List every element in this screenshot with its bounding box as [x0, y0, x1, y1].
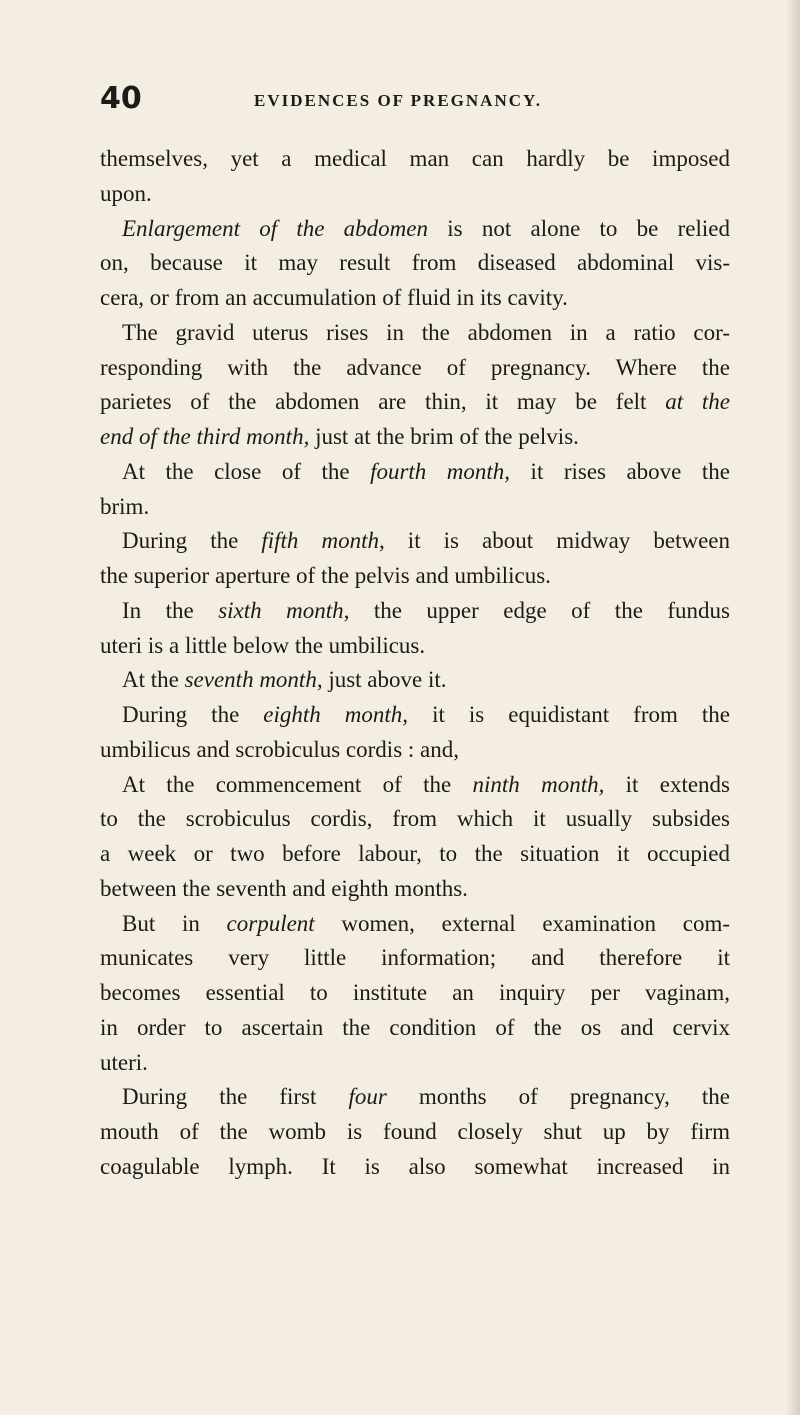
text-segment: themselves, yet a medical man can hardly be imposed [100, 146, 730, 171]
text-line [100, 177, 730, 212]
text-segment: uteri is a little below the umbilicus. [100, 632, 426, 658]
text-segment: But in [122, 910, 227, 936]
text-segment: umbilicus and scrobiculus cordis : and, [100, 736, 459, 762]
text-line [100, 698, 730, 733]
text-segment: parietes of the abdomen are thin, it may be felt [100, 389, 666, 415]
text-segment: it is equidistant from the [408, 702, 730, 727]
text-segment: just above it. [322, 667, 447, 693]
text-segment: on, because it may result from diseased abdominal vis- [100, 250, 730, 276]
text-line [100, 420, 730, 455]
italic-text-segment: Enlargement of the abdomen [122, 215, 429, 241]
italic-text-segment: ninth month, [472, 771, 605, 797]
text-segment: uteri. [100, 1049, 148, 1075]
italic-text-segment: four [348, 1084, 387, 1110]
text-line [100, 490, 730, 525]
text-line [100, 142, 730, 177]
text-segment: the upper edge of the fundus [349, 597, 730, 623]
text-segment: becomes essential to institute an inquiry per vaginam, [100, 980, 730, 1005]
text-segment: the superior aperture of the pelvis and umbilicus. [100, 563, 551, 588]
text-line [100, 941, 730, 976]
text-segment: just at the brim of the pelvis. [309, 424, 579, 449]
page-number: 40 [100, 81, 142, 116]
text-segment: women, external examination com- [314, 910, 731, 936]
italic-text-segment: eighth month, [263, 702, 409, 727]
text-line [100, 1150, 730, 1185]
text-segment: municates very little information; and therefore it [100, 945, 730, 971]
text-segment: it is about midway between [384, 528, 730, 554]
text-line [100, 907, 730, 942]
text-segment: In the [122, 597, 219, 623]
text-line [100, 281, 730, 316]
text-line [100, 872, 730, 907]
text-line [100, 1011, 730, 1046]
text-line [100, 246, 730, 281]
text-line [100, 976, 730, 1011]
text-segment: in order to ascertain the condition of the os and cervix [100, 1014, 730, 1040]
text-line [100, 212, 730, 247]
italic-text-segment: at the [665, 389, 730, 415]
text-line [100, 733, 730, 768]
text-line [100, 316, 730, 351]
text-segment: is not alone to be relied [428, 215, 730, 241]
body-text [100, 142, 730, 1185]
text-line [100, 559, 730, 594]
italic-text-segment: end of the third month, [100, 424, 310, 449]
text-line [100, 1046, 730, 1081]
text-line [100, 455, 730, 490]
text-line [100, 629, 730, 664]
page-header [100, 82, 730, 116]
text-segment: At the [122, 667, 185, 693]
text-line [100, 351, 730, 386]
text-line [100, 837, 730, 872]
italic-text-segment: fifth month, [261, 528, 385, 554]
text-line [100, 594, 730, 629]
italic-text-segment: sixth month, [218, 597, 350, 623]
italic-text-segment: corpulent [226, 910, 315, 936]
text-segment: it rises above the [510, 458, 730, 484]
text-segment: upon. [100, 180, 152, 206]
text-line [100, 802, 730, 837]
text-line [100, 768, 730, 803]
text-line [100, 524, 730, 559]
text-segment: During the [122, 528, 262, 554]
text-segment: coagulable lymph. It is also somewhat increased in [100, 1153, 730, 1179]
text-segment: During the [122, 702, 264, 727]
text-line [100, 1080, 730, 1115]
text-segment: a week or two before labour, to the situation it occupied [100, 841, 730, 866]
text-line [100, 385, 730, 420]
page-edge-shadow [786, 0, 800, 1415]
text-segment: cera, or from an accumulation of fluid in its cavity. [100, 285, 568, 310]
italic-text-segment: fourth month, [370, 458, 511, 484]
text-segment: months of pregnancy, the [386, 1084, 731, 1110]
text-segment: between the seventh and eighth months. [100, 875, 468, 901]
text-line [100, 1115, 730, 1150]
text-line [100, 663, 730, 698]
text-segment: During the first [122, 1084, 349, 1110]
text-segment: mouth of the womb is found closely shut up by firm [100, 1119, 730, 1144]
text-segment: brim. [100, 493, 150, 519]
text-segment: it extends [604, 771, 730, 797]
text-segment: responding with the advance of pregnancy. Where the [100, 354, 730, 380]
italic-text-segment: seventh month, [184, 667, 323, 693]
text-segment: to the scrobiculus cordis, from which it usually subsides [100, 806, 730, 832]
text-segment: At the close of the [122, 458, 371, 484]
text-segment: At the commencement of the [122, 771, 473, 797]
running-head: EVIDENCES OF PREGNANCY. [254, 91, 542, 110]
text-segment: The gravid uterus rises in the abdomen in a ratio cor- [122, 319, 730, 345]
